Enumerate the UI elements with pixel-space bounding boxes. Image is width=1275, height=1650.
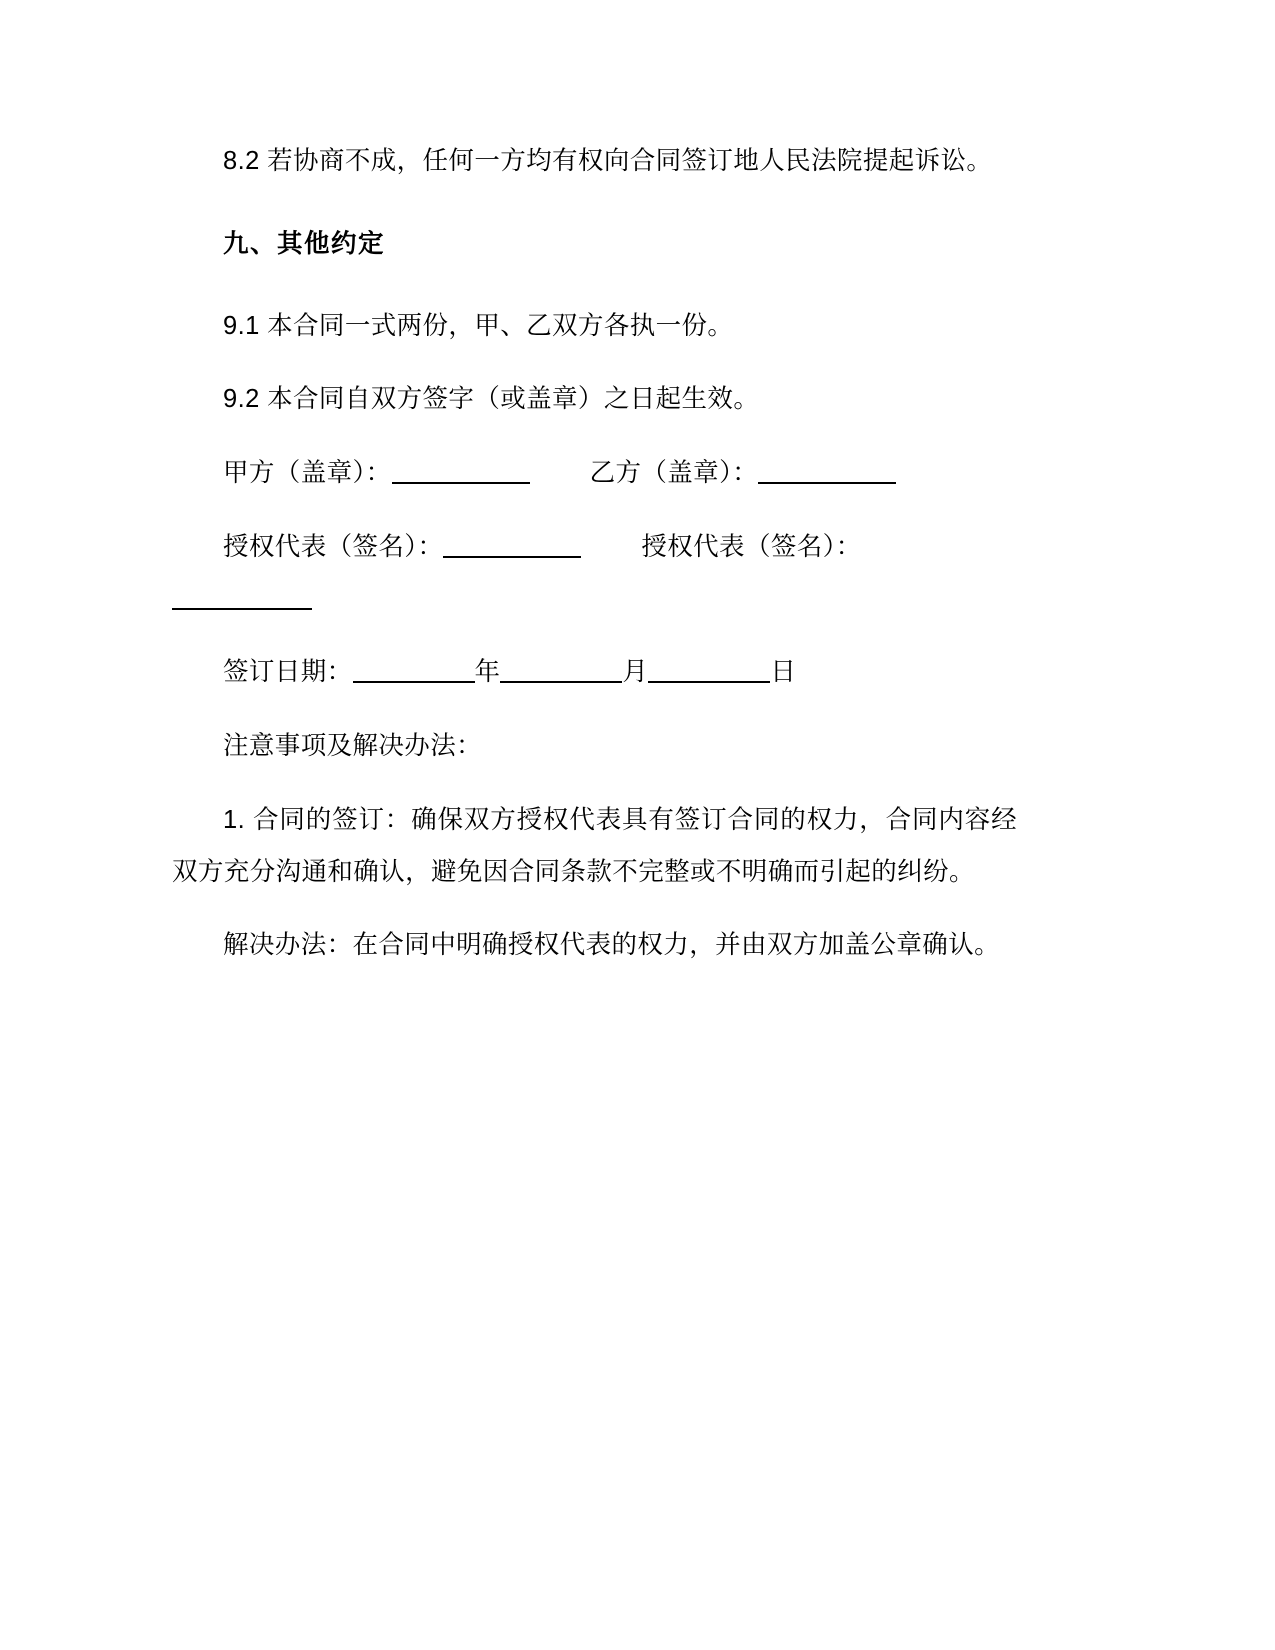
document-content [172, 136, 1017, 972]
spacer [172, 188, 1017, 224]
spacer [172, 426, 1017, 448]
spacer [172, 898, 1017, 920]
clause-9-2-paragraph: 9.2 本合同自双方签字（或盖章）之日起生效。 [223, 385, 760, 414]
notes-item-1-paragraph: 1. 合同的签订：确保双方授权代表具有签订合同的权力，合同内容经双方充分沟通和确认，避免因合同条款不完整或不明确而引起的纠纷。 [172, 805, 1017, 886]
party-b-rep-blank[interactable] [172, 583, 312, 609]
year-unit-label: 年 [474, 658, 501, 687]
spacer [172, 625, 1017, 647]
seal-signature-row [172, 448, 1017, 500]
party-a-seal-label: 甲方（盖章）： [223, 459, 392, 488]
party-a-seal-blank[interactable] [392, 458, 530, 484]
party-b-rep-blank-wrapped-row [172, 574, 1017, 626]
notes-item-1-solution-paragraph: 解决办法：在合同中明确授权代表的权力，并由双方加盖公章确认。 [223, 931, 1001, 960]
signing-date-row [172, 647, 1017, 699]
party-a-rep-label: 授权代表（签名）： [223, 532, 444, 561]
signing-month-blank[interactable] [500, 657, 622, 683]
party-a-rep-blank[interactable] [443, 532, 581, 558]
month-unit-label: 月 [622, 658, 649, 687]
notes-heading: 注意事项及解决办法： [223, 732, 483, 761]
spacer [172, 352, 1017, 374]
clause-8-2-paragraph: 8.2 若协商不成，任何一方均有权向合同签订地人民法院提起诉讼。 [223, 147, 993, 175]
spacer [172, 500, 1017, 522]
spacer [172, 699, 1017, 721]
party-b-rep-label: 授权代表（签名）： [641, 532, 862, 561]
signing-year-blank[interactable] [353, 657, 475, 683]
spacer [172, 265, 1017, 301]
representative-signature-row [172, 522, 1017, 574]
clause-9-1-paragraph: 9.1 本合同一式两份，甲、乙双方各执一份。 [223, 311, 734, 340]
party-b-seal-label: 乙方（盖章）： [589, 459, 759, 488]
signing-day-blank[interactable] [648, 657, 770, 683]
section-9-heading: 九、其他约定 [223, 229, 386, 258]
spacer [172, 773, 1017, 795]
signing-date-label: 签订日期： [223, 658, 353, 687]
day-unit-label: 日 [770, 658, 797, 687]
party-b-seal-blank[interactable] [758, 458, 896, 484]
